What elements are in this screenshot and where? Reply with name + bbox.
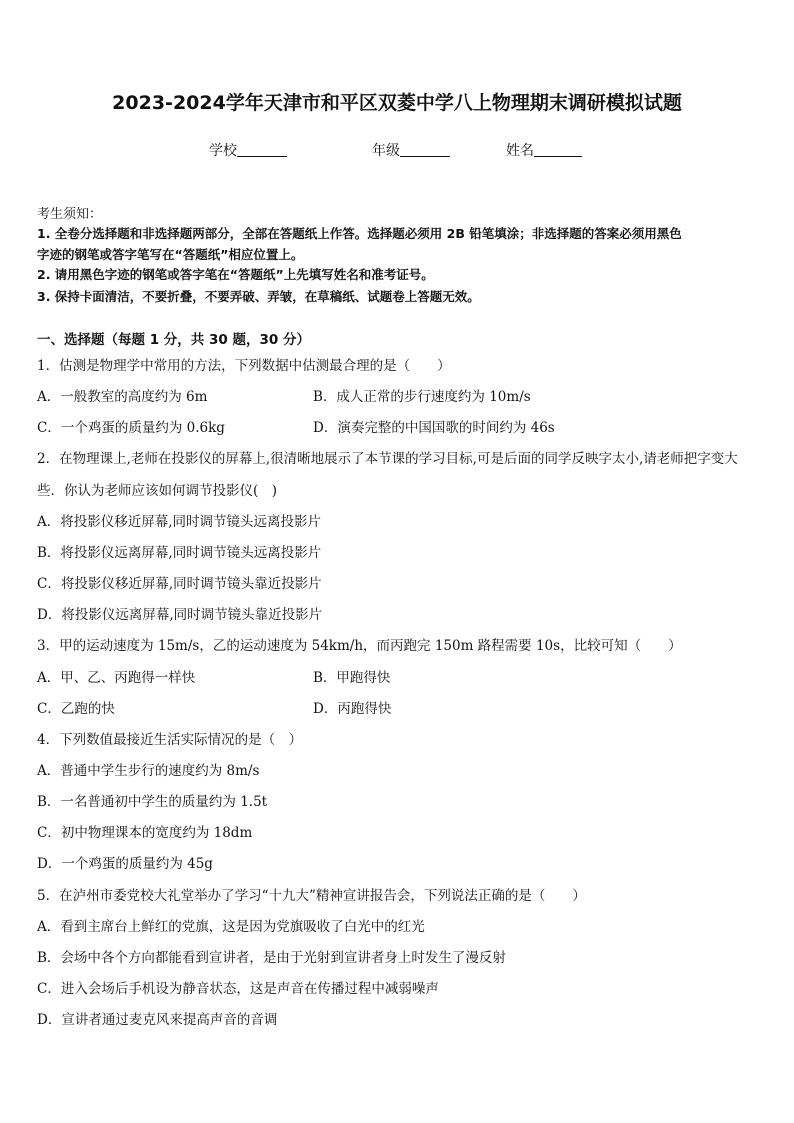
option-a[interactable]: A．普通中学生步行的速度约为 8m/s — [37, 763, 260, 779]
option-c[interactable]: C．一个鸡蛋的质量约为 0.6kg — [37, 420, 225, 436]
grade-label: 年级 — [372, 143, 400, 159]
school-blank[interactable] — [237, 142, 287, 157]
notice-heading: 考生须知： — [37, 207, 103, 222]
option-a[interactable]: A．甲、乙、丙跑得一样快 — [37, 670, 196, 686]
option-c[interactable]: C．初中物理课本的宽度约为 18dm — [37, 825, 253, 841]
option-b[interactable]: B．成人正常的步行速度约为 10m/s — [313, 389, 531, 405]
option-c[interactable]: C．进入会场后手机设为静音状态，这是声音在传播过程中减弱噪声 — [37, 981, 439, 997]
page-title: 2023-2024学年天津市和平区双菱中学八上物理期末调研模拟试题 — [112, 92, 682, 114]
option-a[interactable]: A．一般教室的高度约为 6m — [37, 389, 208, 405]
option-d[interactable]: D．一个鸡蛋的质量约为 45g — [37, 856, 213, 872]
name-field[interactable] — [506, 140, 582, 160]
name-label: 姓名 — [506, 143, 534, 159]
option-b[interactable]: B．甲跑得快 — [313, 670, 391, 686]
option-b[interactable]: B．将投影仪远离屏幕,同时调节镜头远离投影片 — [37, 545, 322, 561]
question-stem: 2．在物理课上,老师在投影仪的屏幕上,很清晰地展示了本节课的学习目标,可是后面的同学反映字太小,请老师把字变大 — [37, 451, 738, 467]
option-d[interactable]: D．演奏完整的中国国歌的时间约为 46s — [313, 420, 555, 436]
option-c[interactable]: C．将投影仪移近屏幕,同时调节镜头靠近投影片 — [37, 576, 322, 592]
option-c[interactable]: C．乙跑的快 — [37, 701, 115, 717]
question-stem: 3．甲的运动速度为 15m/s，乙的运动速度为 54km/h，而丙跑完 150m 路程需要 10s，比较可知（ ） — [37, 638, 682, 654]
section-title: 一、选择题（每题 1 分，共 30 题，30 分） — [37, 332, 310, 348]
school-field[interactable] — [209, 140, 287, 160]
name-blank[interactable] — [534, 142, 582, 157]
question-stem: 5．在泸州市委党校大礼堂举办了学习“十九大”精神宣讲报告会，下列说法正确的是（ ） — [37, 888, 586, 904]
option-d[interactable]: D．将投影仪远离屏幕,同时调节镜头靠近投影片 — [37, 607, 323, 623]
option-a[interactable]: A．看到主席台上鲜红的党旗，这是因为党旗吸收了白光中的红光 — [37, 919, 425, 935]
question-stem: 1．估测是物理学中常用的方法，下列数据中估测最合理的是（ ） — [37, 358, 451, 374]
option-b[interactable]: B．会场中各个方向都能看到宣讲者，是由于光射到宣讲者身上时发生了漫反射 — [37, 950, 506, 966]
grade-blank[interactable] — [400, 142, 450, 157]
option-d[interactable]: D．丙跑得快 — [313, 701, 392, 717]
notice-line: 1. 全卷分选择题和非选择题两部分，全部在答题纸上作答。选择题必须用 2B 铅笔填涂；非选择题的答案必须用黑色 — [37, 226, 682, 241]
notice-line: 3. 保持卡面清洁，不要折叠，不要弄破、弄皱，在草稿纸、试题卷上答题无效。 — [37, 289, 480, 304]
question-stem: 4．下列数值最接近生活实际情况的是（ ） — [37, 732, 303, 748]
notice-line: 2. 请用黑色字迹的钢笔或答字笔在“答题纸”上先填写姓名和准考证号。 — [37, 267, 434, 282]
question-stem: 些．你认为老师应该如何调节投影仪( ) — [37, 483, 278, 499]
option-b[interactable]: B．一名普通初中学生的质量约为 1.5t — [37, 794, 268, 810]
option-a[interactable]: A．将投影仪移近屏幕,同时调节镜头远离投影片 — [37, 514, 322, 530]
option-d[interactable]: D．宣讲者通过麦克风来提高声音的音调 — [37, 1012, 278, 1028]
notice-line: 字迹的钢笔或答字笔写在“答题纸”相应位置上。 — [37, 247, 304, 262]
grade-field[interactable] — [372, 140, 450, 160]
school-label: 学校 — [209, 143, 237, 159]
